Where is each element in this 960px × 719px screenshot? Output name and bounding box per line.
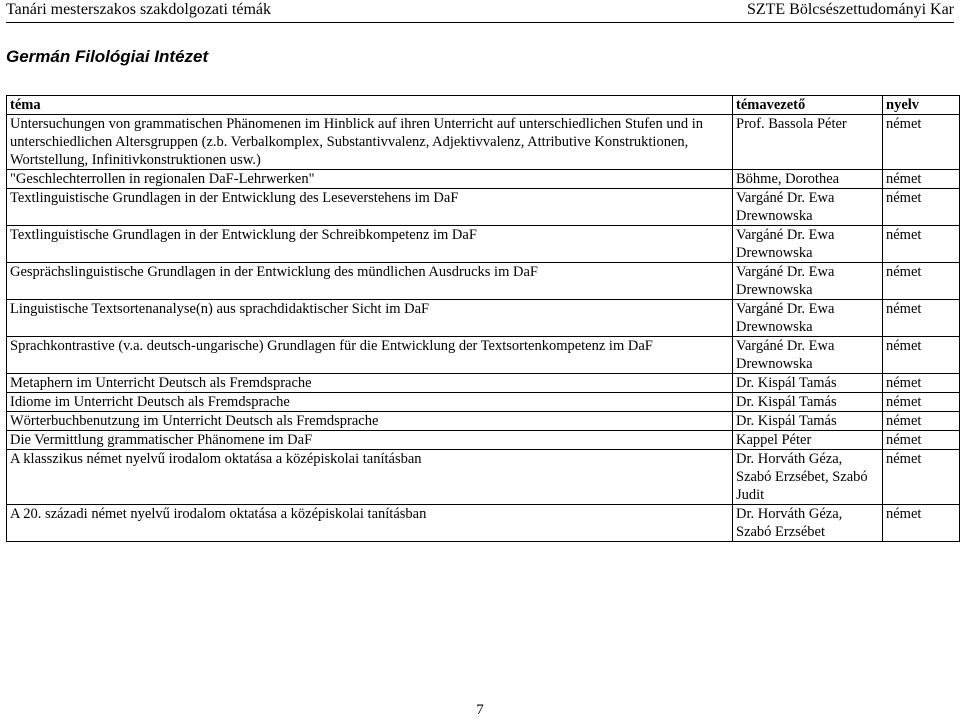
topics-table [6, 95, 960, 542]
language-cell: német [883, 226, 960, 263]
supervisor-cell: Dr. Kispál Tamás [733, 393, 883, 412]
topic-cell: Textlinguistische Grundlagen in der Entwicklung der Schreibkompetenz im DaF [7, 226, 733, 263]
topic-cell: Wörterbuchbenutzung im Unterricht Deutsch als Fremdsprache [7, 412, 733, 431]
topic-cell: Gesprächslinguistische Grundlagen in der Entwicklung des mündlichen Ausdrucks im DaF [7, 263, 733, 300]
topic-cell: Idiome im Unterricht Deutsch als Fremdsprache [7, 393, 733, 412]
supervisor-cell: Dr. Kispál Tamás [733, 412, 883, 431]
topic-cell: A 20. századi német nyelvű irodalom oktatása a középiskolai tanításban [7, 505, 733, 542]
column-header-topic: téma [7, 96, 733, 115]
table-header-row [7, 96, 960, 115]
supervisor-cell: Vargáné Dr. Ewa Drewnowska [733, 337, 883, 374]
language-cell: német [883, 170, 960, 189]
language-cell: német [883, 450, 960, 505]
table-row [7, 412, 960, 431]
table-row [7, 115, 960, 170]
table-row [7, 263, 960, 300]
supervisor-cell: Dr. Horváth Géza, Szabó Erzsébet, Szabó Judit [733, 450, 883, 505]
table-row [7, 393, 960, 412]
supervisor-cell: Kappel Péter [733, 431, 883, 450]
table-row [7, 450, 960, 505]
table-row [7, 374, 960, 393]
page-number: 7 [476, 702, 484, 718]
supervisor-cell: Prof. Bassola Péter [733, 115, 883, 170]
language-cell: német [883, 393, 960, 412]
language-cell: német [883, 263, 960, 300]
topic-cell: Untersuchungen von grammatischen Phänomenen im Hinblick auf ihren Unterricht auf unterschiedlichen Stufen und in unterschiedlichen Altersgruppen (z.b. Verbalkomplex, Substantivvalenz, Adjektivvalenz, Attributive Konstruktionen, Wortstellung, Infinitivkonstruktionen usw.) [7, 115, 733, 170]
supervisor-cell: Vargáné Dr. Ewa Drewnowska [733, 300, 883, 337]
topic-cell: Metaphern im Unterricht Deutsch als Fremdsprache [7, 374, 733, 393]
header-left-text: Tanári mesterszakos szakdolgozati témák [6, 1, 271, 18]
supervisor-cell: Dr. Horváth Géza, Szabó Erzsébet [733, 505, 883, 542]
table-row [7, 170, 960, 189]
supervisor-cell: Dr. Kispál Tamás [733, 374, 883, 393]
section-title: Germán Filológiai Intézet [6, 47, 209, 66]
topic-cell: A klasszikus német nyelvű irodalom oktatása a középiskolai tanításban [7, 450, 733, 505]
language-cell: német [883, 431, 960, 450]
table-row [7, 431, 960, 450]
column-header-supervisor: témavezető [733, 96, 883, 115]
topic-cell: Linguistische Textsortenanalyse(n) aus sprachdidaktischer Sicht im DaF [7, 300, 733, 337]
topic-cell: Die Vermittlung grammatischer Phänomene im DaF [7, 431, 733, 450]
language-cell: német [883, 412, 960, 431]
supervisor-cell: Vargáné Dr. Ewa Drewnowska [733, 263, 883, 300]
supervisor-cell: Vargáné Dr. Ewa Drewnowska [733, 226, 883, 263]
table-row [7, 505, 960, 542]
table-row [7, 226, 960, 263]
page-header [6, 0, 954, 23]
column-header-language: nyelv [883, 96, 960, 115]
language-cell: német [883, 374, 960, 393]
language-cell: német [883, 300, 960, 337]
supervisor-cell: Vargáné Dr. Ewa Drewnowska [733, 189, 883, 226]
topic-cell: "Geschlechterrollen in regionalen DaF-Lehrwerken" [7, 170, 733, 189]
language-cell: német [883, 189, 960, 226]
language-cell: német [883, 115, 960, 170]
supervisor-cell: Böhme, Dorothea [733, 170, 883, 189]
table-row [7, 189, 960, 226]
table-row [7, 337, 960, 374]
language-cell: német [883, 505, 960, 542]
language-cell: német [883, 337, 960, 374]
topic-cell: Textlinguistische Grundlagen in der Entwicklung des Leseverstehens im DaF [7, 189, 733, 226]
topic-cell: Sprachkontrastive (v.a. deutsch-ungarische) Grundlagen für die Entwicklung der Textsortenkompetenz im DaF [7, 337, 733, 374]
header-right-text: SZTE Bölcsészettudományi Kar [746, 1, 954, 18]
table-row [7, 300, 960, 337]
